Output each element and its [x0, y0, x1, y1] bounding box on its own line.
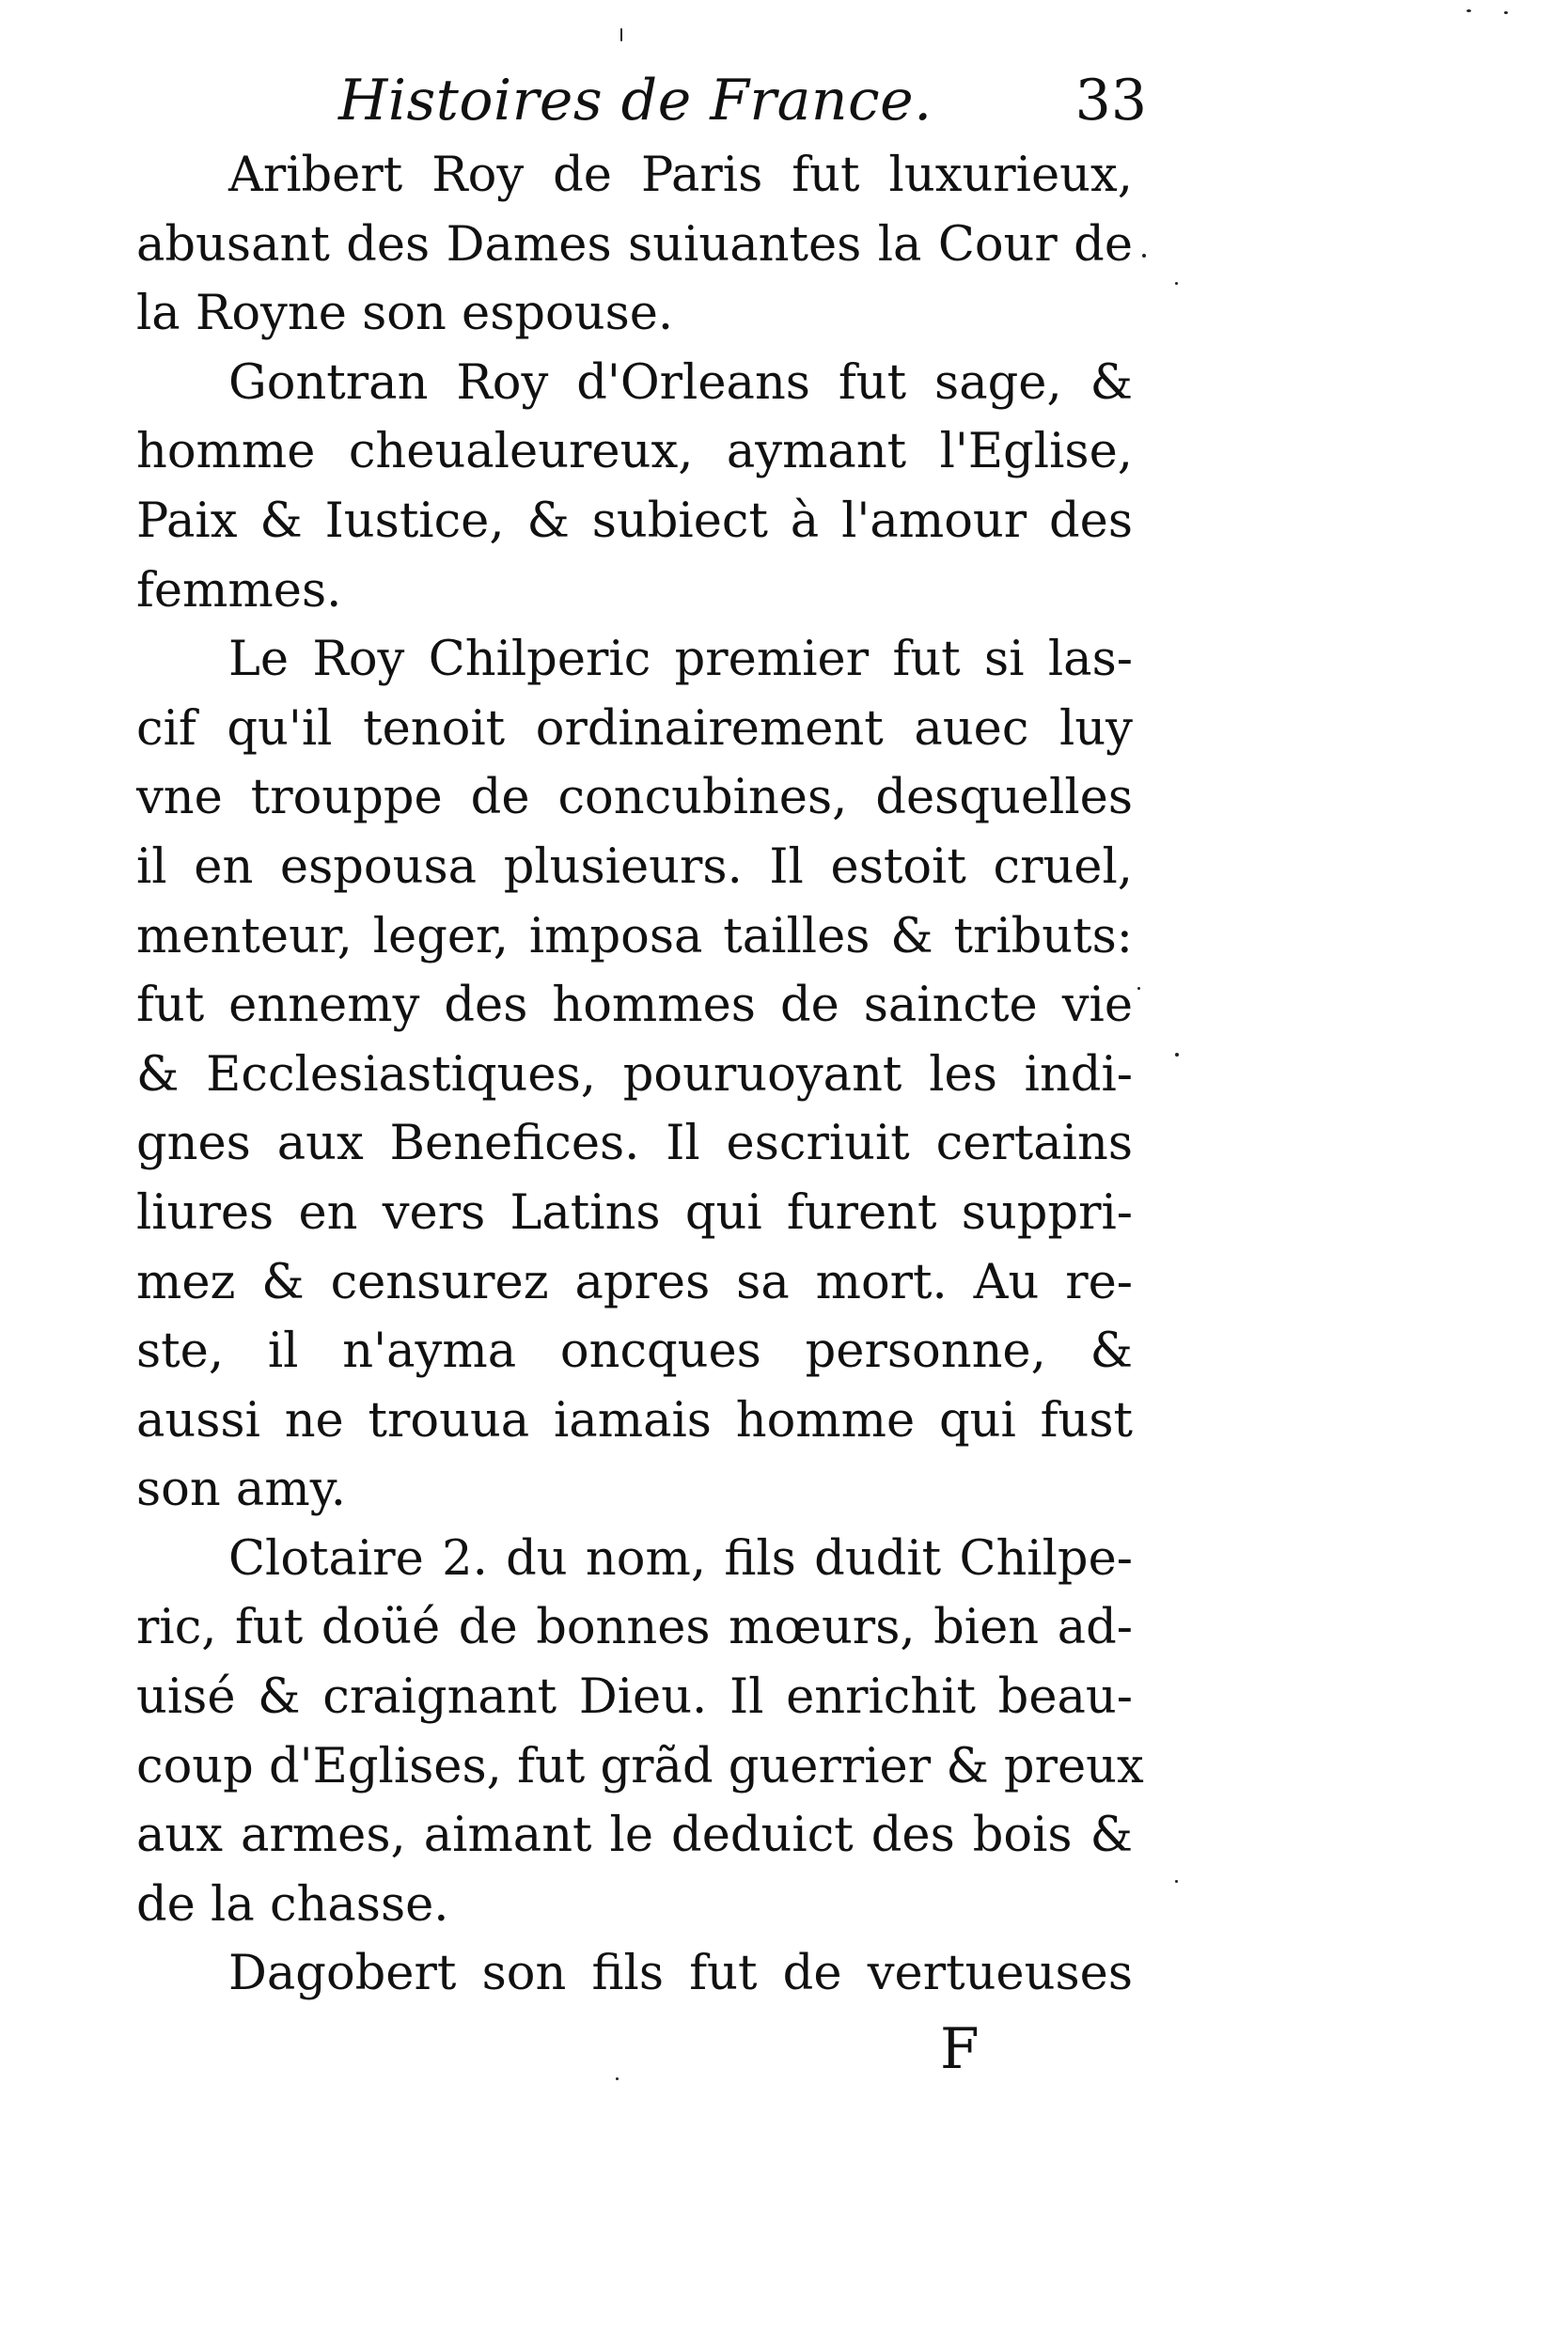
ink-speck [1137, 987, 1140, 990]
text-line: Dagobert son fils fut de vertueuses [228, 1946, 1133, 2002]
body-text [136, 141, 1144, 2009]
text-line: coup d'Eglises, fut grãd guerrier & preux [136, 1738, 1144, 1794]
text-line: cif qu'il tenoit ordinairement auec luy [136, 700, 1133, 757]
ink-speck [616, 2077, 619, 2080]
ink-speck [1175, 1053, 1179, 1057]
text-line: femmes. [136, 562, 342, 619]
text-line: vne trouppe de concubines, desquelles [136, 770, 1133, 826]
text-line: mez & censurez apres sa mort. Au re- [136, 1254, 1133, 1310]
signature-mark: F [940, 2016, 980, 2082]
text-line: Clotaire 2. du nom, fils dudit Chilpe- [228, 1530, 1133, 1587]
ink-speck [1504, 11, 1508, 14]
text-line: abusant des Dames suiuantes la Cour de [136, 216, 1133, 273]
text-line: la Royne son espouse. [136, 286, 674, 342]
text-line: Aribert Roy de Paris fut luxurieux, [228, 148, 1133, 203]
text-line: de la chasse. [136, 1876, 449, 1933]
text-line: il en espousa plusieurs. Il estoit cruel, [136, 838, 1133, 895]
running-title: Histoires de France. [338, 68, 933, 133]
text-line: gnes aux Benefices. Il escriuit certains [136, 1116, 1133, 1172]
ink-speck [1175, 1880, 1178, 1883]
text-line: aussi ne trouua iamais homme qui fust [136, 1392, 1133, 1449]
ink-speck [1175, 282, 1178, 285]
text-line: ste, il n'ayma oncques personne, & [136, 1324, 1133, 1380]
text-line: & Ecclesiastiques, pouruoyant les indi- [136, 1046, 1133, 1103]
text-line: liures en vers Latins qui furent suppri- [136, 1184, 1133, 1241]
text-line: ric, fut doüé de bonnes mœurs, bien ad- [136, 1600, 1133, 1656]
text-line: aux armes, aimant le deduict des bois & [136, 1808, 1133, 1864]
text-line: fut ennemy des hommes de saincte vie [136, 978, 1133, 1034]
text-line: Le Roy Chilperic premier fut si las- [228, 632, 1133, 688]
running-head [338, 58, 1147, 143]
ink-speck [1142, 254, 1146, 258]
ink-speck [620, 28, 622, 41]
text-line: Paix & Iustice, & subiect à l'amour des [136, 493, 1133, 549]
page-number: 33 [1074, 68, 1147, 133]
text-line: menteur, leger, imposa tailles & tributs: [136, 908, 1133, 964]
text-line: son amy. [136, 1462, 346, 1518]
text-line: Gontran Roy d'Orleans fut sage, & [228, 354, 1133, 411]
ink-speck [1466, 9, 1471, 12]
text-line: uisé & craignant Dieu. Il enrichit beau- [136, 1669, 1133, 1726]
text-line: homme cheualeureux, aymant l'Eglise, [136, 424, 1133, 480]
